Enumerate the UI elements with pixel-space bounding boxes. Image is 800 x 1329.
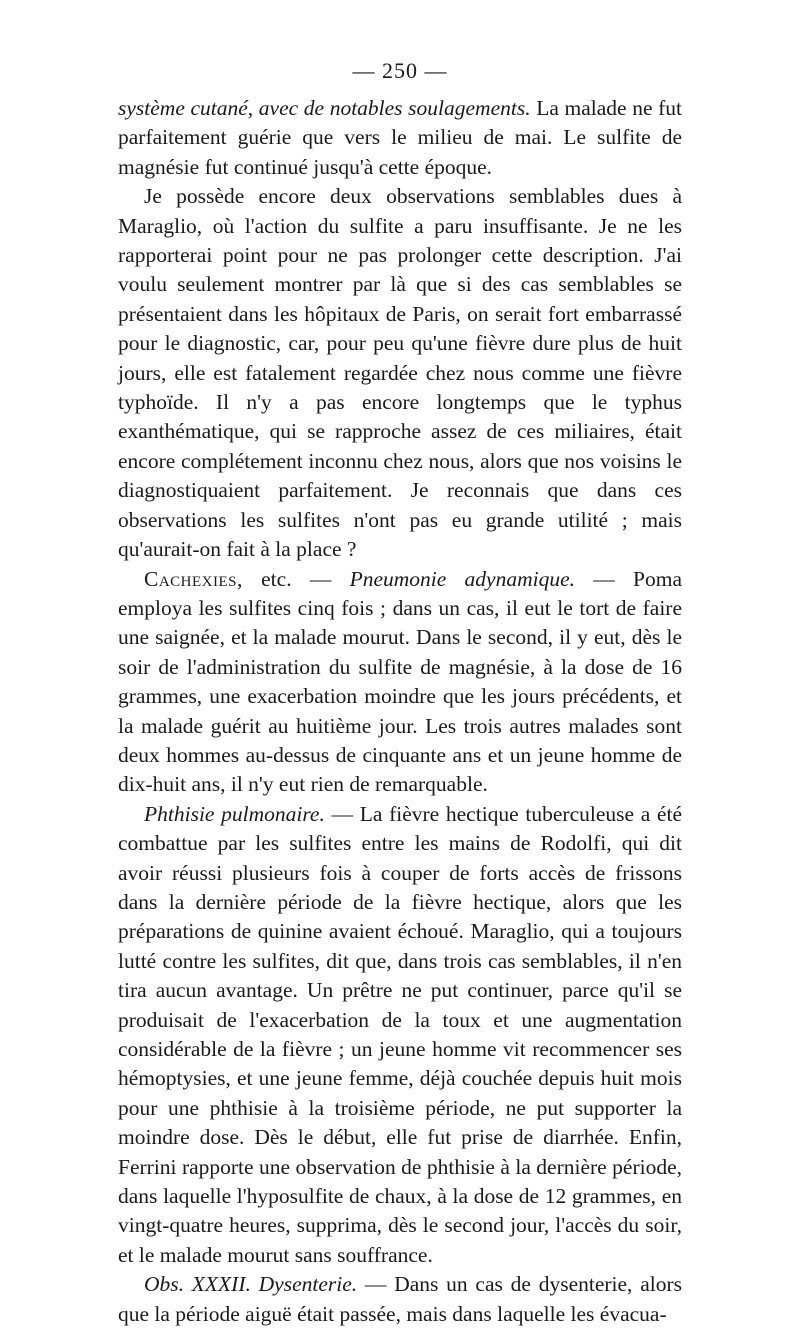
paragraph-2 bbox=[118, 182, 682, 564]
paragraph-4 bbox=[118, 800, 682, 1271]
book-page bbox=[118, 58, 682, 1329]
paragraph-3-italic-lead: Pneumonie adynamique. bbox=[349, 566, 576, 591]
paragraph-4-text: — La fièvre hectique tuberculeuse a été combattue par les sulfites entre les mains de Rodolfi, qui dit avoir réussi plusieurs fois à couper de forts accès de frissons dans la dernière période de la fièvre hectique, alors que les préparations de quinine avaient échoué. Maraglio, qui a toujours lutté contre les sulfites, dit que, dans trois cas semblables, il n'en tira aucun avantage. Un prêtre ne put continuer, parce qu'il se produisait de l'exacerbation de la toux et une augmentation considérable de la fièvre ; un jeune homme vit recommencer ses hémoptysies, et une jeune femme, déjà couchée depuis huit mois pour une phthisie à la troisième période, ne put supporter la moindre dose. Dès le début, elle fut prise de diarrhée. Enfin, Ferrini rapporte une observation de phthisie à la dernière période, dans laquelle l'hyposulfite de chaux, à la dose de 12 grammes, en vingt-quatre heures, supprima, dès le second jour, l'accès du soir, et le malade mourut sans souffrance. bbox=[118, 801, 682, 1267]
paragraph-3-text: — Poma employa les sulfites cinq fois ; dans un cas, il eut le tort de faire une saignée, et la malade mourut. Dans le second, il y eut, dès le soir de l'administration du sulfite de magnésie, à la dose de 16 grammes, une exacerbation moindre que les jours précédents, et la malade guérit au huitième jour. Les trois autres malades sont deux hommes au-dessus de cinquante ans et un jeune homme de dix-huit ans, il n'y eut rien de remarquable. bbox=[118, 566, 682, 797]
paragraph-1-text: La malade ne fut parfaitement guérie que vers le milieu de mai. Le sulfite de magnésie fut continué jusqu'à cette époque. bbox=[118, 96, 682, 179]
paragraph-3-mid: etc. — bbox=[242, 566, 350, 591]
paragraph-3 bbox=[118, 565, 682, 800]
paragraph-5-text: — Dans un cas de dysenterie, alors que la période aiguë était passée, mais dans laquelle les évacua- bbox=[118, 1272, 682, 1326]
paragraph-1 bbox=[118, 94, 682, 182]
paragraph-5-italic-lead: Obs. XXXII. Dysenterie. bbox=[144, 1272, 358, 1297]
paragraph-4-italic-lead: Phthisie pulmonaire. bbox=[144, 801, 325, 826]
paragraph-1-italic-lead: système cutané, avec de notables soulagements. bbox=[118, 96, 531, 120]
page-number: — 250 — bbox=[352, 58, 448, 83]
paragraph-5 bbox=[118, 1270, 682, 1329]
paragraph-2-text: Je possède encore deux observations semblables dues à Maraglio, où l'action du sulfite a paru insuffisante. Je ne les rapporterai point pour ne pas prolonger cette description. J'ai voulu seulement montrer par là que si des cas semblables se présentaient dans les hôpitaux de Paris, on serait fort embarrassé pour le diagnostic, car, pour peu qu'une fièvre dure plus de huit jours, elle est fatalement regardée chez nous comme une fièvre typhoïde. Il n'y a pas encore longtemps que le typhus exanthématique, qui se rapproche assez de ces miliaires, était encore complétement inconnu chez nous, alors que nos voisins le diagnostiquaient parfaitement. Je reconnais que dans ces observations les sulfites n'ont pas eu grande utilité ; mais qu'aurait-on fait à la place ? bbox=[118, 184, 682, 562]
paragraph-3-smallcaps-lead: Cachexies, bbox=[144, 566, 243, 591]
